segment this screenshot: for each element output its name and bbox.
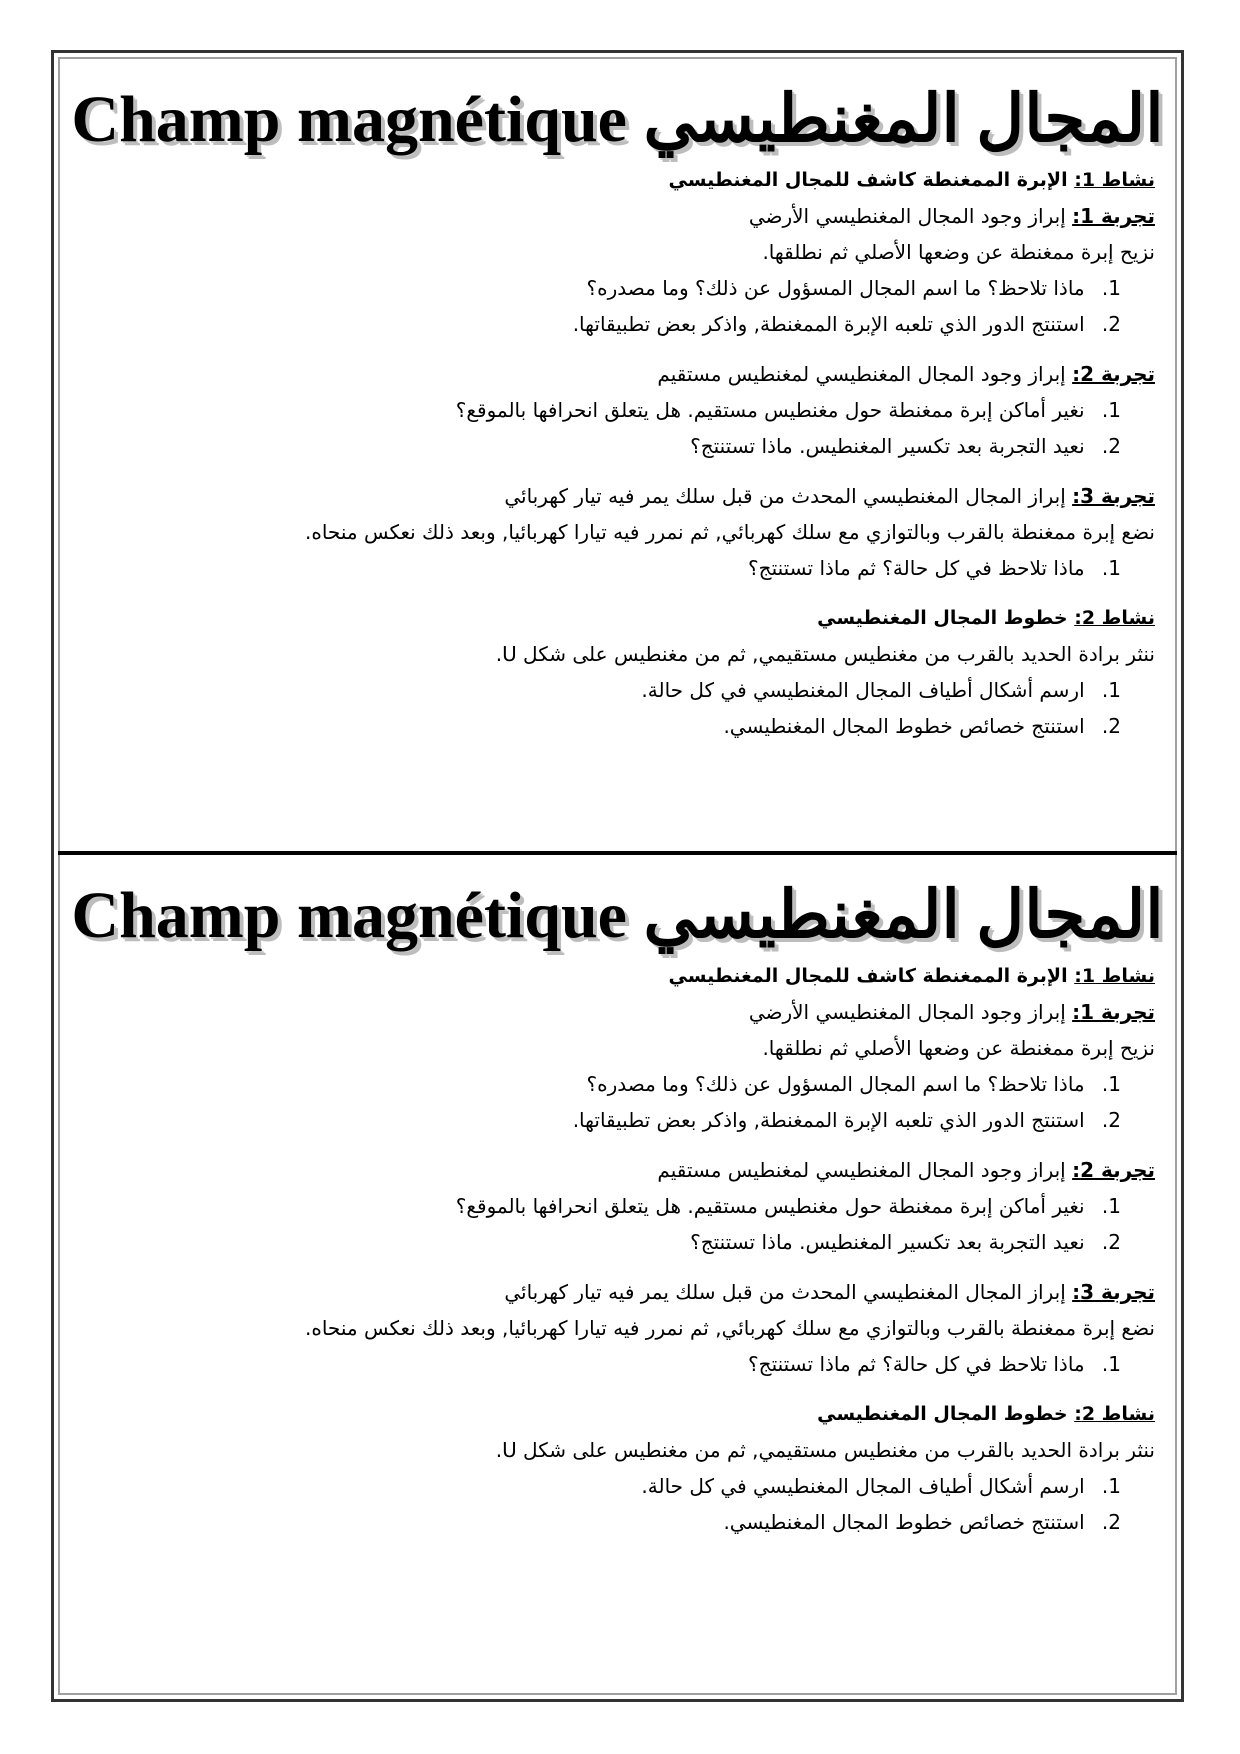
activity-2-text: ننثر برادة الحديد بالقرب من مغنطيس مستقيمي, ثم من مغنطيس على شكل U. bbox=[495, 1438, 1155, 1462]
worksheet-bottom bbox=[66, 858, 1169, 1638]
experiment-3-question-1: 1. ماذا تلاحظ في كل حالة؟ ثم ماذا تستنتج؟ bbox=[748, 556, 1121, 580]
page-title bbox=[66, 876, 1169, 956]
activity-1-heading: نشاط 1: الإبرة الممغنطة كاشف للمجال المغنطيسي bbox=[668, 169, 1155, 191]
title-arabic: المجال المغنطيسي bbox=[643, 879, 1164, 952]
activity-2-heading: نشاط 2: خطوط المجال المغنطيسي bbox=[817, 1403, 1155, 1425]
experiment-1-text: نزيح إبرة ممغنطة عن وضعها الأصلي ثم نطلقها. bbox=[762, 240, 1155, 264]
activity-2-question-2: 2. استنتج خصائص خطوط المجال المغنطيسي. bbox=[723, 1510, 1121, 1534]
sheet-divider bbox=[58, 851, 1177, 855]
experiment-2-question-2: 2. نعيد التجربة بعد تكسير المغنطيس. ماذا تستنتج؟ bbox=[690, 434, 1121, 458]
experiment-3-heading: تجربة 3: إبراز المجال المغنطيسي المحدث من قبل سلك يمر فيه تيار كهربائي bbox=[504, 1280, 1155, 1304]
experiment-3-heading: تجربة 3: إبراز المجال المغنطيسي المحدث من قبل سلك يمر فيه تيار كهربائي bbox=[504, 484, 1155, 508]
experiment-3-text: نضع إبرة ممغنطة بالقرب وبالتوازي مع سلك كهربائي, ثم نمرر فيه تيارا كهربائيا, وبعد ذلك نعكس منحاه. bbox=[305, 1316, 1155, 1340]
experiment-1-text: نزيح إبرة ممغنطة عن وضعها الأصلي ثم نطلقها. bbox=[762, 1036, 1155, 1060]
experiment-1-question-1: 1. ماذا تلاحظ؟ ما اسم المجال المسؤول عن ذلك؟ وما مصدره؟ bbox=[586, 1072, 1121, 1096]
experiment-2-heading: تجربة 2: إبراز وجود المجال المغنطيسي لمغنطيس مستقيم bbox=[657, 362, 1155, 386]
experiment-2-question-2: 2. نعيد التجربة بعد تكسير المغنطيس. ماذا تستنتج؟ bbox=[690, 1230, 1121, 1254]
experiment-1-question-2: 2. استنتج الدور الذي تلعبه الإبرة الممغنطة, واذكر بعض تطبيقاتها. bbox=[572, 312, 1121, 336]
worksheet-top bbox=[66, 62, 1169, 842]
worksheet-content bbox=[145, 958, 1155, 1540]
experiment-2-question-1: 1. نغير أماكن إبرة ممغنطة حول مغنطيس مستقيم. هل يتعلق انحرافها بالموقع؟ bbox=[455, 398, 1121, 422]
title-arabic: المجال المغنطيسي bbox=[643, 83, 1164, 156]
activity-2-question-1: 1. ارسم أشكال أطياف المجال المغنطيسي في كل حالة. bbox=[641, 678, 1121, 702]
experiment-1-question-1: 1. ماذا تلاحظ؟ ما اسم المجال المسؤول عن ذلك؟ وما مصدره؟ bbox=[586, 276, 1121, 300]
experiment-1-heading: تجربة 1: إبراز وجود المجال المغنطيسي الأرضي bbox=[748, 1000, 1155, 1024]
experiment-2-question-1: 1. نغير أماكن إبرة ممغنطة حول مغنطيس مستقيم. هل يتعلق انحرافها بالموقع؟ bbox=[455, 1194, 1121, 1218]
activity-2-question-2: 2. استنتج خصائص خطوط المجال المغنطيسي. bbox=[723, 714, 1121, 738]
experiment-1-heading: تجربة 1: إبراز وجود المجال المغنطيسي الأرضي bbox=[748, 204, 1155, 228]
experiment-3-text: نضع إبرة ممغنطة بالقرب وبالتوازي مع سلك كهربائي, ثم نمرر فيه تيارا كهربائيا, وبعد ذلك نعكس منحاه. bbox=[305, 520, 1155, 544]
page-title bbox=[66, 80, 1169, 160]
activity-1-heading: نشاط 1: الإبرة الممغنطة كاشف للمجال المغنطيسي bbox=[668, 965, 1155, 987]
experiment-3-question-1: 1. ماذا تلاحظ في كل حالة؟ ثم ماذا تستنتج؟ bbox=[748, 1352, 1121, 1376]
experiment-2-heading: تجربة 2: إبراز وجود المجال المغنطيسي لمغنطيس مستقيم bbox=[657, 1158, 1155, 1182]
activity-2-heading: نشاط 2: خطوط المجال المغنطيسي bbox=[817, 607, 1155, 629]
title-latin: Champ magnétique bbox=[71, 879, 627, 952]
activity-2-question-1: 1. ارسم أشكال أطياف المجال المغنطيسي في كل حالة. bbox=[641, 1474, 1121, 1498]
experiment-1-question-2: 2. استنتج الدور الذي تلعبه الإبرة الممغنطة, واذكر بعض تطبيقاتها. bbox=[572, 1108, 1121, 1132]
title-latin: Champ magnétique bbox=[71, 83, 627, 156]
activity-2-text: ننثر برادة الحديد بالقرب من مغنطيس مستقيمي, ثم من مغنطيس على شكل U. bbox=[495, 642, 1155, 666]
worksheet-content bbox=[145, 162, 1155, 744]
